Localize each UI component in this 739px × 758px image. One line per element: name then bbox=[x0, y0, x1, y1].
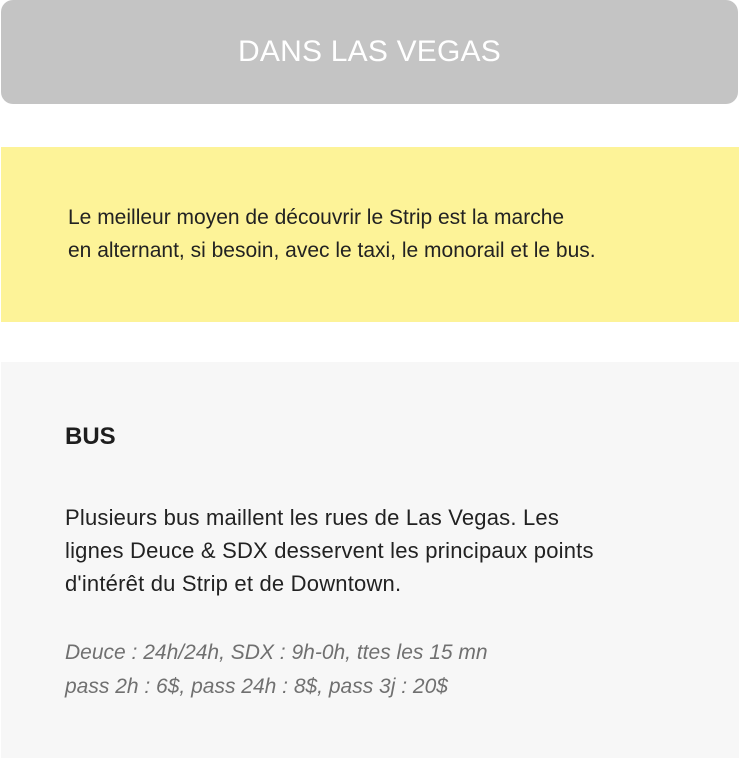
bus-description-line-3: d'intérêt du Strip et de Downtown. bbox=[65, 571, 402, 596]
bus-description bbox=[65, 501, 699, 600]
bus-info bbox=[65, 636, 699, 704]
bus-section-title: BUS bbox=[65, 423, 116, 450]
intro-text-line-1: Le meilleur moyen de découvrir le Strip est la marche bbox=[68, 206, 565, 229]
intro-text-line-2: en alternant, si besoin, avec le taxi, le monorail et le bus. bbox=[68, 239, 596, 262]
bus-schedule: Deuce : 24h/24h, SDX : 9h-0h, ttes les 15 mn bbox=[65, 641, 488, 664]
intro-text bbox=[68, 201, 679, 267]
page-header bbox=[1, 0, 738, 104]
bus-description-line-1: Plusieurs bus maillent les rues de Las Vegas. Les bbox=[65, 505, 560, 530]
bus-description-line-2: lignes Deuce & SDX desservent les principaux points bbox=[65, 538, 594, 563]
page-title: DANS LAS VEGAS bbox=[238, 35, 501, 68]
bus-section bbox=[1, 362, 739, 758]
intro-banner bbox=[1, 147, 739, 322]
bus-prices: pass 2h : 6$, pass 24h : 8$, pass 3j : 20$ bbox=[65, 675, 448, 698]
